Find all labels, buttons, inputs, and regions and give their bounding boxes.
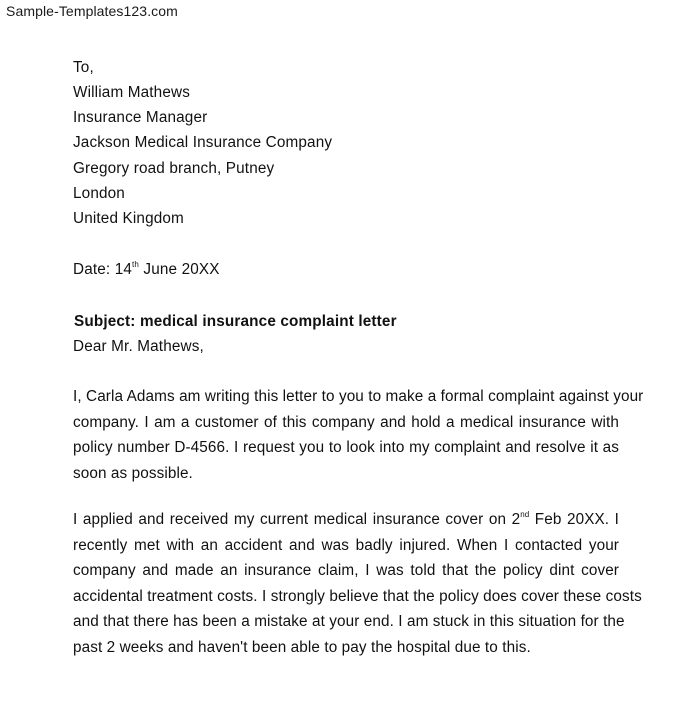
recipient-to: To,	[73, 59, 94, 76]
site-watermark: Sample-Templates123.com	[6, 3, 178, 19]
recipient-branch: Gregory road branch, Putney	[73, 160, 275, 177]
paragraph-line: company and made an insurance claim, I was told that the policy dint cover	[73, 562, 619, 579]
salutation: Dear Mr. Mathews,	[73, 338, 204, 355]
body-paragraph-2	[73, 510, 642, 663]
recipient-title: Insurance Manager	[73, 109, 208, 126]
recipient-city: London	[73, 185, 125, 202]
letter-subject: Subject: medical insurance complaint letter	[74, 313, 397, 330]
paragraph-line: policy number D-4566. I request you to look into my complaint and resolve it as	[73, 439, 619, 456]
recipient-country: United Kingdom	[73, 210, 184, 227]
paragraph-line: company. I am a customer of this company and hold a medical insurance with	[73, 413, 619, 431]
date-prefix: Date: 14	[73, 261, 133, 278]
body-paragraph-1	[73, 387, 644, 489]
letter-date	[73, 260, 220, 282]
paragraph-line	[73, 510, 619, 536]
paragraph-line: accidental treatment costs. I strongly believe that the policy does cover these costs	[73, 587, 642, 605]
date-rest: June 20XX	[139, 261, 220, 278]
date-ordinal-suffix: th	[132, 260, 140, 269]
paragraph-line: I, Carla Adams am writing this letter to you to make a formal complaint against your	[73, 388, 644, 405]
paragraph-line: recently met with an accident and was badly injured. When I contacted your	[73, 536, 619, 554]
paragraph-line: past 2 weeks and haven't been able to pay the hospital due to this.	[73, 638, 531, 656]
ordinal-suffix: nd	[520, 510, 530, 519]
recipient-company: Jackson Medical Insurance Company	[73, 134, 333, 151]
recipient-name: William Mathews	[73, 84, 190, 101]
paragraph-line: and that there has been a mistake at your end. I am stuck in this situation for the	[73, 613, 625, 630]
paragraph-line: soon as possible.	[73, 464, 193, 482]
line-prefix: I applied and received my current medical insurance cover on 2	[73, 511, 521, 528]
line-suffix: Feb 20XX. I	[529, 511, 620, 528]
